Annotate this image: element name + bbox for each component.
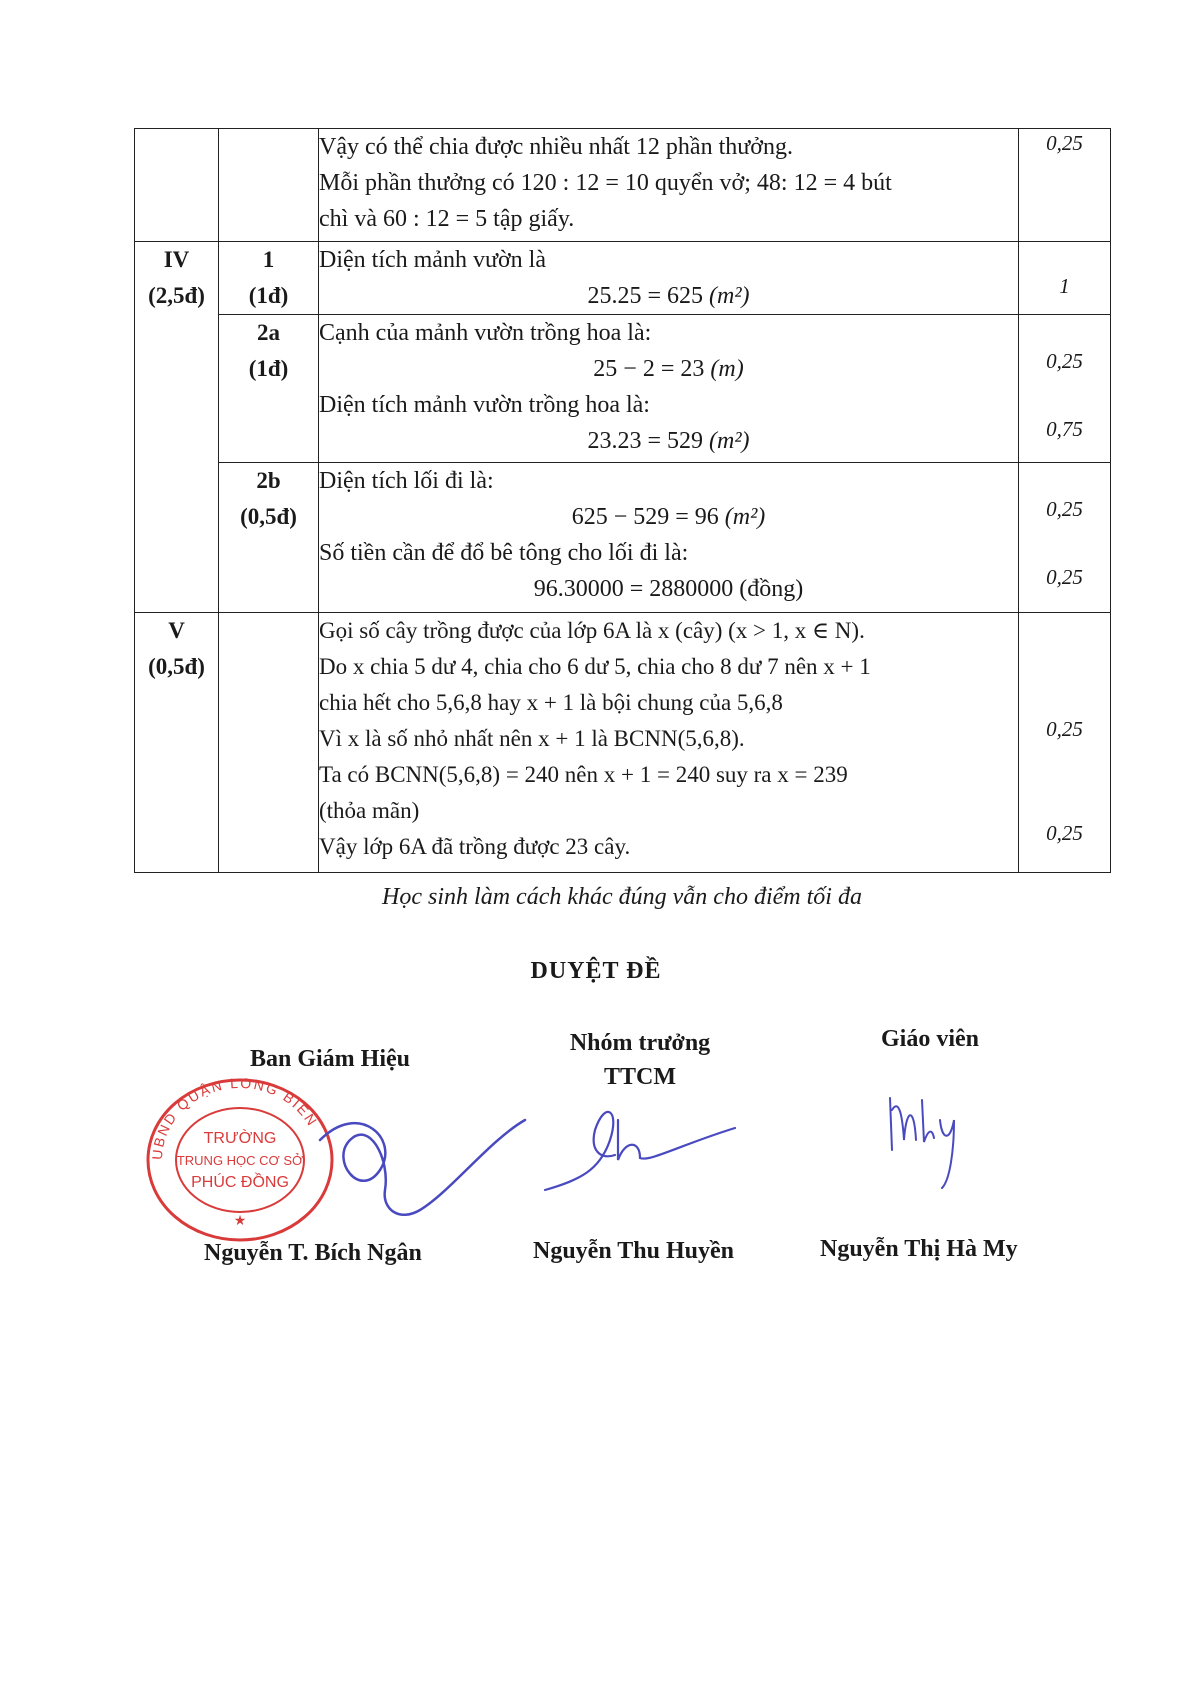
leader-title <box>520 1026 760 1094</box>
answer-line: Do x chia 5 dư 4, chia cho 6 dư 5, chia cho 8 dư 7 nên x + 1 <box>319 654 871 679</box>
table-row <box>135 463 1111 613</box>
stamp-line: TRUNG HỌC CƠ SỞ <box>176 1153 304 1168</box>
question-points: (1đ) <box>248 283 289 308</box>
score-cell <box>1019 463 1111 613</box>
teacher-signature <box>880 1090 980 1190</box>
answer-line: Diện tích mảnh vườn trồng hoa là: <box>319 392 650 418</box>
part-cell <box>135 242 219 613</box>
grading-note: Học sinh làm cách khác đúng vẫn cho điểm tối đa <box>382 884 862 910</box>
leader-title-line: TTCM <box>604 1064 676 1090</box>
part-number: V <box>168 618 185 643</box>
part-cell <box>135 613 219 873</box>
equation-value: 625 − 529 = 96 <box>571 504 719 530</box>
score: 0,25 <box>1046 821 1083 845</box>
answer-line: Cạnh của mảnh vườn trồng hoa là: <box>319 320 652 346</box>
answer-cell <box>319 242 1019 315</box>
table-row <box>135 613 1111 873</box>
answer-line: Số tiền cần để đổ bê tông cho lối đi là: <box>319 540 689 566</box>
score-cell <box>1019 242 1111 315</box>
answer-line: Vậy có thể chia được nhiều nhất 12 phần thưởng. <box>319 134 793 160</box>
board-signature <box>290 1100 530 1230</box>
leader-signature <box>540 1100 740 1200</box>
answer-line: Vì x là số nhỏ nhất nên x + 1 là BCNN(5,6,8). <box>319 726 745 751</box>
part-number: IV <box>163 247 190 272</box>
answer-line: Mỗi phần thưởng có 120 : 12 = 10 quyển vở; 48: 12 = 4 bút <box>319 170 892 196</box>
star-icon: ★ <box>233 1213 247 1229</box>
equation-value: 23.23 = 529 <box>587 428 704 454</box>
question-cell <box>219 129 319 242</box>
score: 0,25 <box>1046 349 1083 373</box>
table-row <box>135 129 1111 242</box>
stamp-line: TRƯỜNG <box>203 1130 277 1147</box>
answer-line: Diện tích mảnh vườn là <box>319 247 546 273</box>
answer-line: Gọi số cây trồng được của lớp 6A là x (cây) (x > 1, x ∈ N). <box>319 618 865 643</box>
table-row <box>135 242 1111 315</box>
answer-line: Vậy lớp 6A đã trồng được 23 cây. <box>319 834 631 859</box>
part-cell <box>135 129 219 242</box>
question-cell <box>219 315 319 463</box>
answer-line: chia hết cho 5,6,8 hay x + 1 là bội chung của 5,6,8 <box>319 690 783 715</box>
stamp-line: PHÚC ĐỒNG <box>191 1174 289 1191</box>
answer-cell <box>319 463 1019 613</box>
score-cell <box>1019 315 1111 463</box>
answer-line: chì và 60 : 12 = 5 tập giấy. <box>319 206 575 232</box>
equation <box>319 499 1018 535</box>
score: 0,75 <box>1046 417 1083 441</box>
answer-cell <box>319 613 1019 873</box>
table-row <box>135 315 1111 463</box>
part-points: (0,5đ) <box>148 654 205 679</box>
approval-heading: DUYỆT ĐỀ <box>530 958 662 984</box>
equation-unit: (m²) <box>709 428 750 454</box>
score-cell <box>1019 613 1111 873</box>
equation-unit: (m) <box>710 356 744 382</box>
answer-cell <box>319 129 1019 242</box>
answer-line: (thỏa mãn) <box>319 798 420 823</box>
equation-value: 25.25 = 625 <box>587 283 704 309</box>
question-cell <box>219 463 319 613</box>
equation <box>319 278 1018 314</box>
equation <box>319 351 1018 387</box>
score-cell <box>1019 129 1111 242</box>
question-number: 1 <box>262 247 275 272</box>
equation-value: 25 − 2 = 23 <box>593 356 705 382</box>
answer-line: Diện tích lối đi là: <box>319 468 494 494</box>
question-cell <box>219 613 319 873</box>
board-title: Ban Giám Hiệu <box>249 1046 411 1072</box>
leader-name: Nguyễn Thu Huyền <box>533 1238 734 1264</box>
stamp-ring-text: UBND QUẬN LONG BIÊN <box>148 1075 322 1161</box>
question-number: 2a <box>257 320 280 345</box>
teacher-name: Nguyễn Thị Hà My <box>820 1236 1018 1262</box>
score: 0,25 <box>1046 131 1083 155</box>
answer-table <box>134 128 1111 873</box>
leader-title-line: Nhóm trưởng <box>569 1030 711 1056</box>
teacher-title: Giáo viên <box>880 1026 979 1052</box>
equation-unit: (m²) <box>709 283 750 309</box>
equation <box>319 423 1018 459</box>
equation-unit: (m²) <box>724 504 766 530</box>
board-name: Nguyễn T. Bích Ngân <box>204 1240 422 1266</box>
score: 0,25 <box>1046 565 1083 589</box>
question-cell <box>219 242 319 315</box>
score: 1 <box>1059 274 1070 298</box>
score: 0,25 <box>1046 497 1083 521</box>
question-points: (0,5đ) <box>240 504 297 529</box>
question-number: 2b <box>256 468 281 493</box>
answer-cell <box>319 315 1019 463</box>
score: 0,25 <box>1046 717 1083 741</box>
question-points: (1đ) <box>248 356 289 381</box>
answer-line: Ta có BCNN(5,6,8) = 240 nên x + 1 = 240 suy ra x = 239 <box>319 762 848 787</box>
part-points: (2,5đ) <box>148 283 205 308</box>
equation: 96.30000 = 2880000 (đồng) <box>533 576 804 602</box>
